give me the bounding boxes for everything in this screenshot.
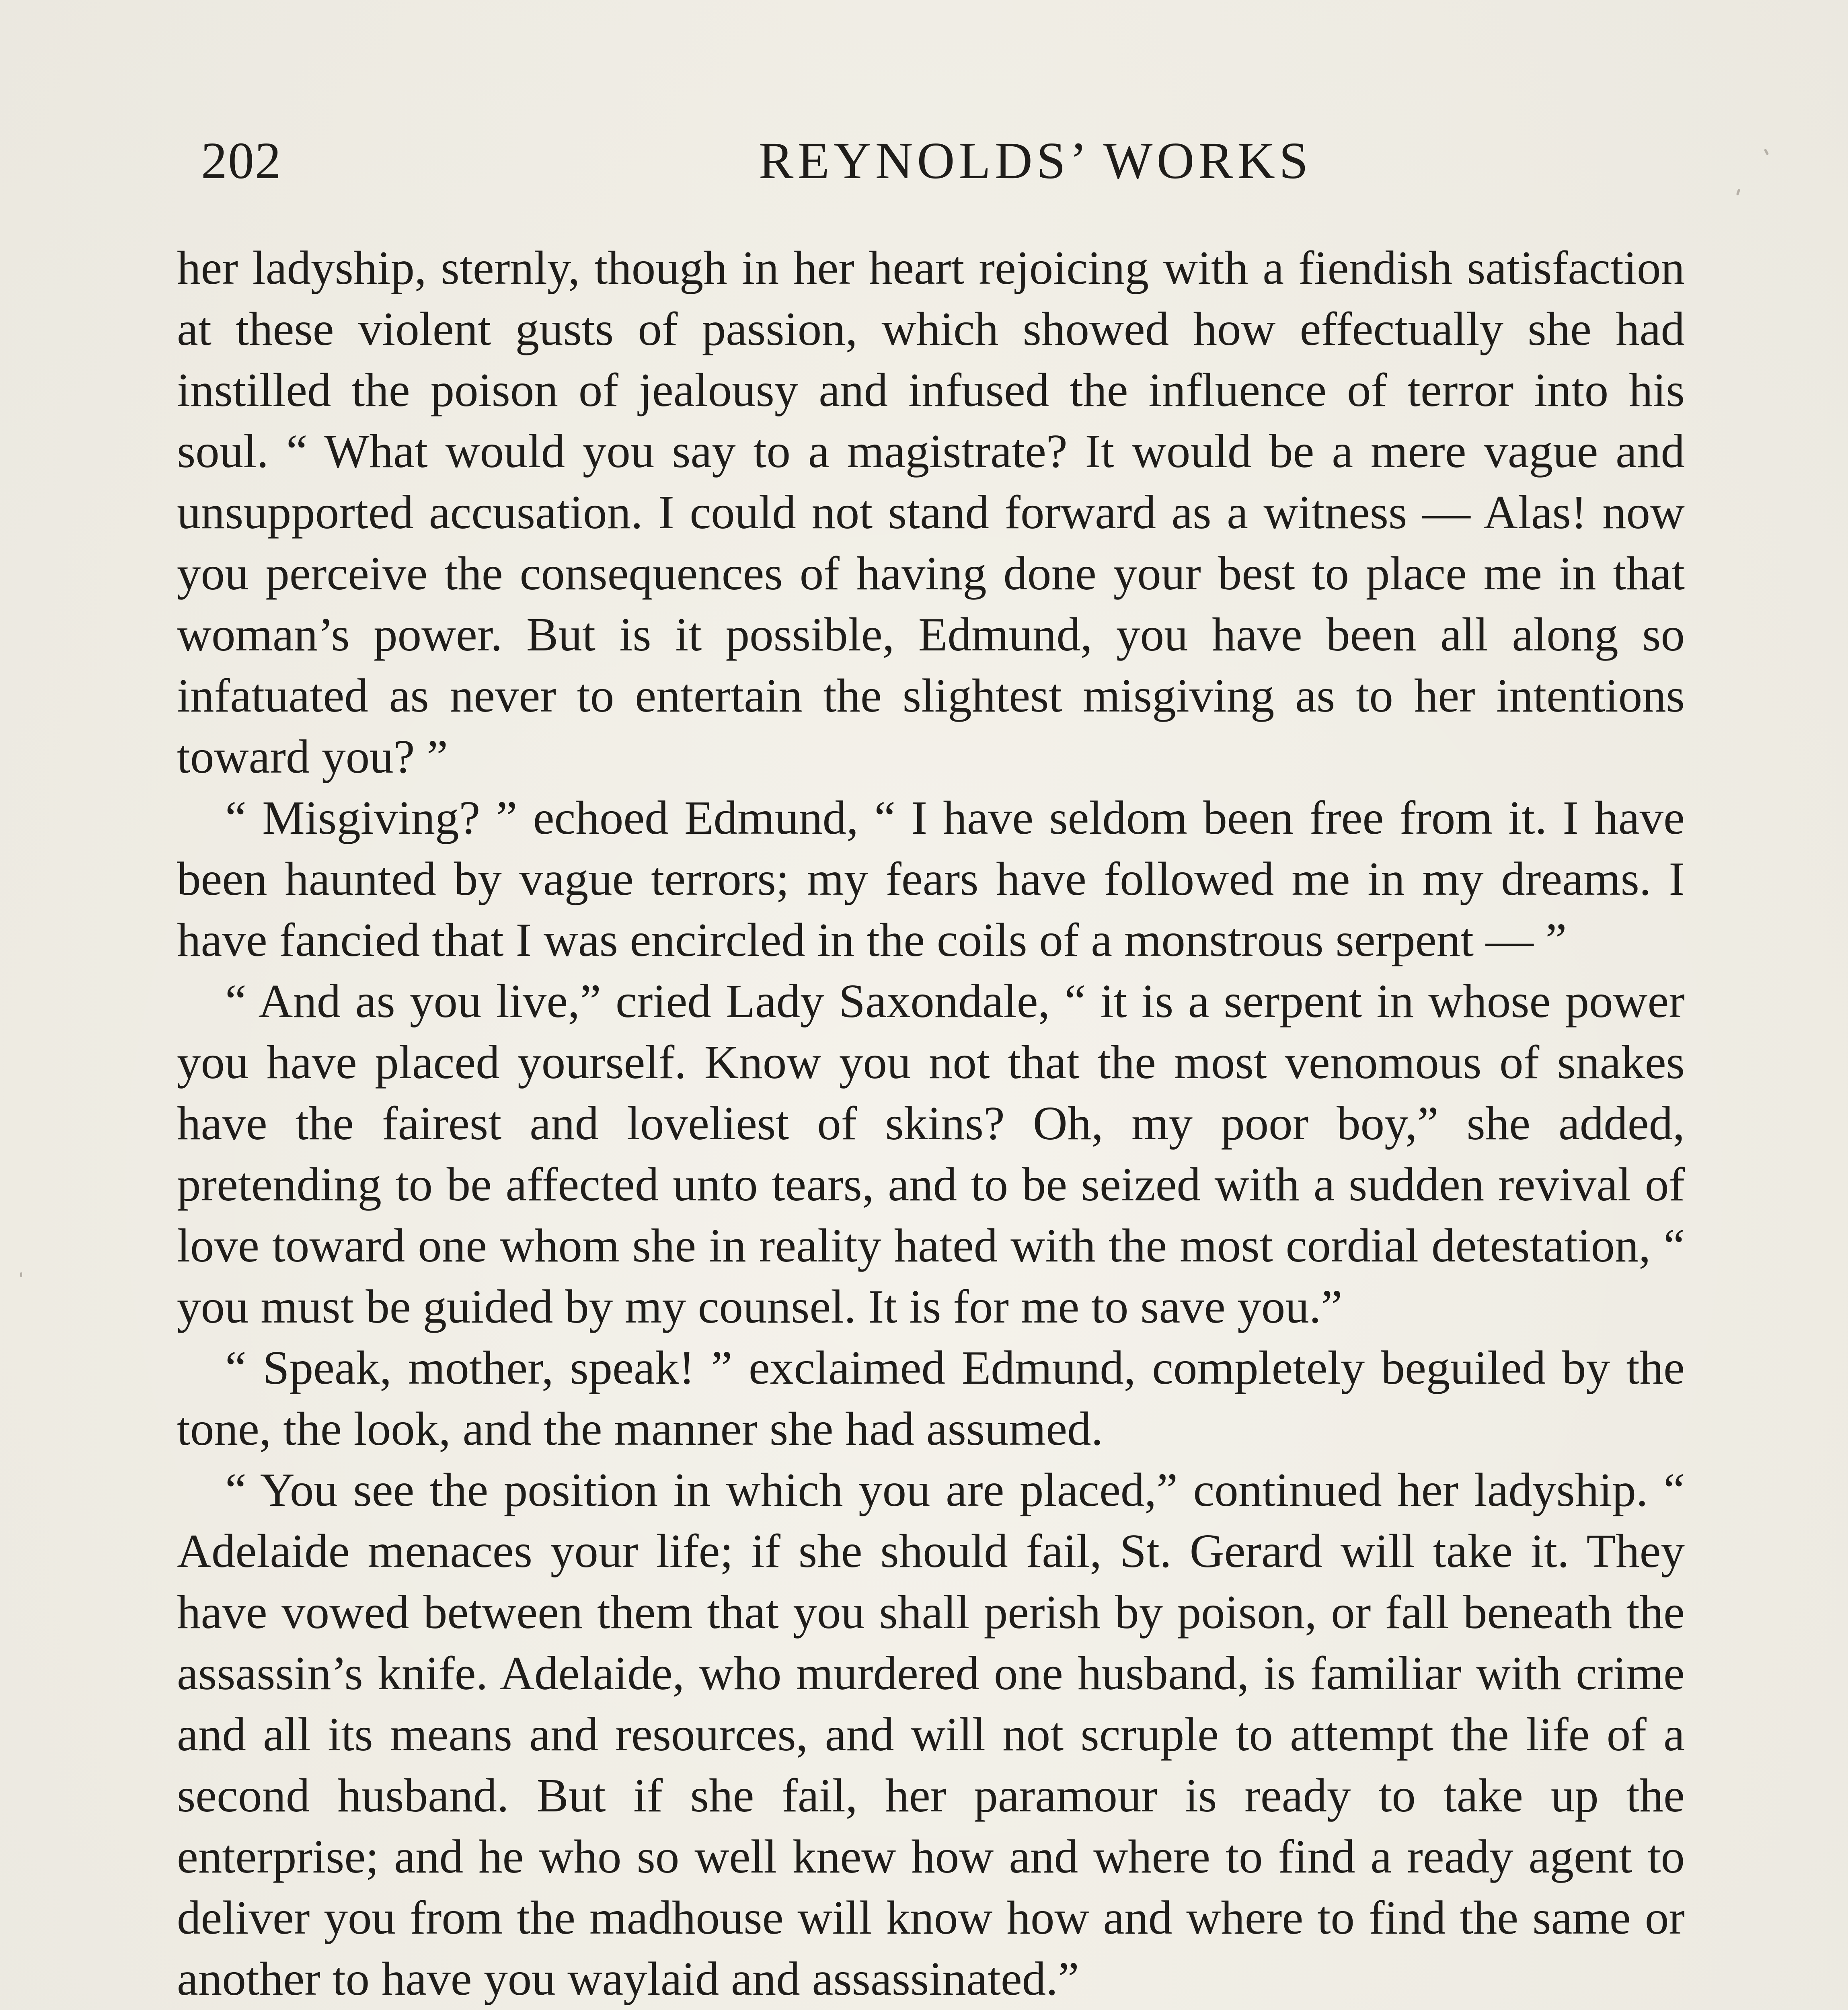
paragraph-2: “ Misgiving? ” echoed Edmund, “ I have seldom been free from it. I have been haunted by vague terrors; my fears have followed me in my dreams. I have fancied that I was encircled in the coils of a monstrous serpent — ” [177, 791, 1685, 966]
paper-speck [1764, 149, 1769, 156]
page-text [177, 237, 1685, 2010]
page-number: 202 [201, 132, 282, 190]
paragraph-5: “ You see the position in which you are placed,” continued her ladyship. “ Adelaide menaces your life; if she should fail, St. Gerard will take it. They have vowed between them that you shall perish by poison, or fall beneath the assassin’s knife. Adelaide, who murdered one husband, is familiar with crime and all its means and resources, and will not scruple to attempt the life of a second husband. But if she fail, her paramour is ready to take up the enterprise; and he who so well knew how and where to find a ready agent to deliver you from the madhouse will know how and where to find the same or another to have you waylaid and assassinated.” [177, 1463, 1685, 2005]
paragraph-1: her ladyship, sternly, though in her heart rejoicing with a fiendish satisfaction at these violent gusts of passion, which showed how effectually she had instilled the poison of jealousy and infused the influence of terror into his soul. “ What would you say to a magistrate? It would be a mere vague and unsupported accusation. I could not stand forward as a witness — Alas! now you perceive the consequences of having done your best to place me in that woman’s power. But is it possible, Edmund, you have been all along so infatuated as never to entertain the slightest misgiving as to her intentions toward you? ” [177, 241, 1685, 783]
paper-speck [20, 1272, 22, 1277]
page-header [201, 121, 1689, 201]
paper-speck [1736, 189, 1741, 195]
paragraph-3: “ And as you live,” cried Lady Saxondale, “ it is a serpent in whose power you have placed yourself. Know you not that the most venomous of snakes have the fairest and loveliest of skins? Oh, my poor boy,” she added, pretending to be affected unto tears, and to be seized with a sudden revival of love toward one whom she in reality hated with the most cordial detestation, “ you must be guided by my counsel. It is for me to save you.” [177, 974, 1685, 1333]
paragraph-4: “ Speak, mother, speak! ” exclaimed Edmund, completely beguiled by the tone, the look, and the manner she had assumed. [177, 1341, 1685, 1455]
running-head: REYNOLDS’ WORKS [758, 132, 1312, 190]
